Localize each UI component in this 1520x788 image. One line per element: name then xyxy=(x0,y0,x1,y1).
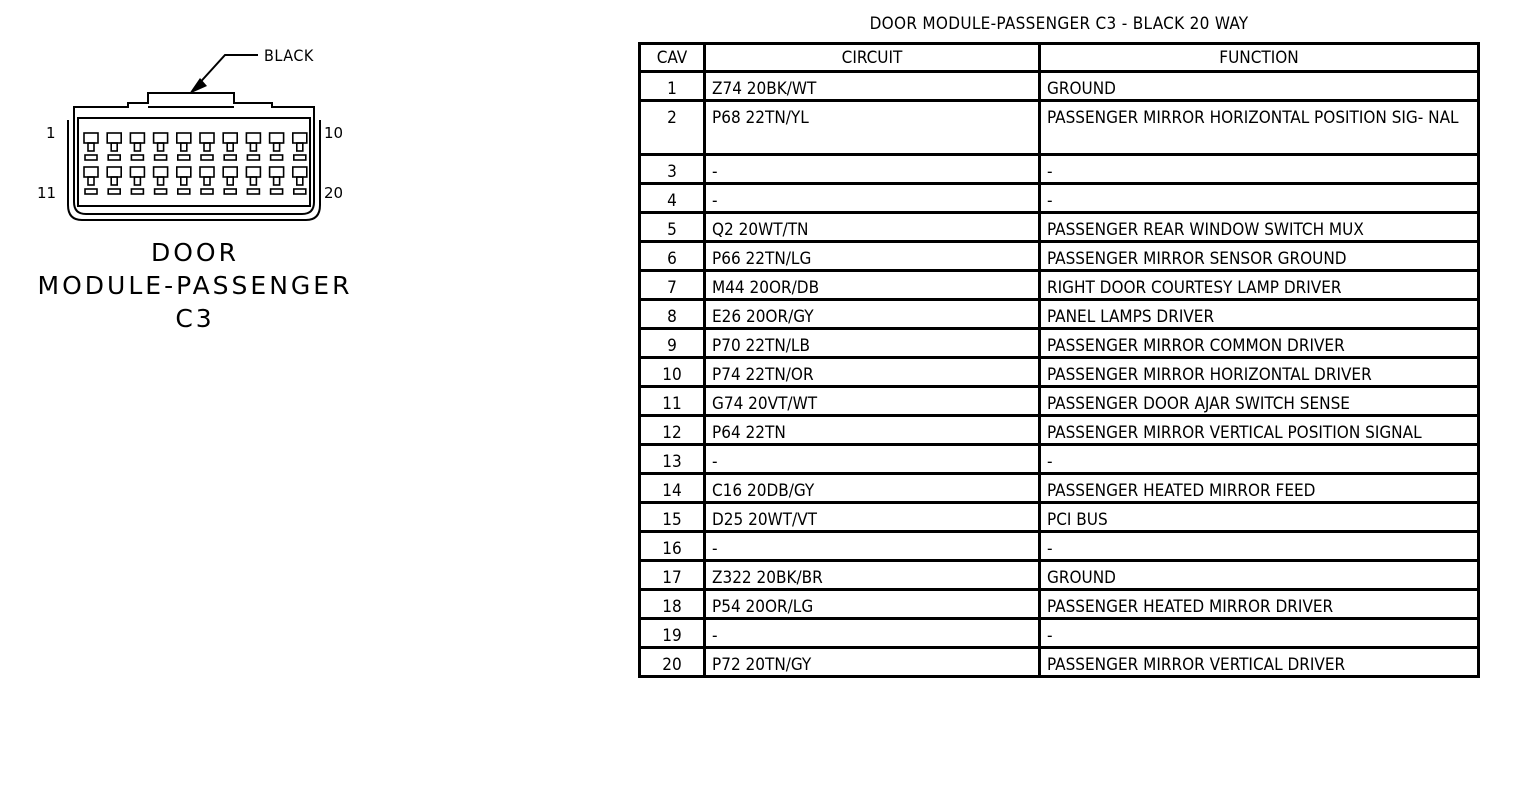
cavity-13 xyxy=(130,167,144,194)
table-row xyxy=(640,242,1479,271)
function-cell: RIGHT DOOR COURTESY LAMP DRIVER xyxy=(1040,271,1479,300)
table-row xyxy=(640,72,1479,101)
circuit-cell: C16 20DB/GY xyxy=(705,474,1040,503)
header-circuit: CIRCUIT xyxy=(705,44,1040,72)
cav-cell: 16 xyxy=(640,532,705,561)
table-row xyxy=(640,184,1479,213)
circuit-cell: P66 22TN/LG xyxy=(705,242,1040,271)
function-cell: - xyxy=(1040,155,1479,184)
cav-cell: 18 xyxy=(640,590,705,619)
cavity-9 xyxy=(270,133,284,160)
circuit-cell: M44 20OR/DB xyxy=(705,271,1040,300)
circuit-cell: P72 20TN/GY xyxy=(705,648,1040,677)
table-row xyxy=(640,329,1479,358)
function-cell: GROUND xyxy=(1040,561,1479,590)
table-row xyxy=(640,213,1479,242)
connector-name-line-1: DOOR xyxy=(151,238,239,267)
function-cell: PASSENGER MIRROR HORIZONTAL POSITION SIG- NAL xyxy=(1040,101,1479,155)
pin-label-10: 10 xyxy=(324,124,344,142)
cav-cell: 1 xyxy=(640,72,705,101)
circuit-cell: P70 22TN/LB xyxy=(705,329,1040,358)
cav-cell: 9 xyxy=(640,329,705,358)
circuit-cell: - xyxy=(705,532,1040,561)
function-cell: PASSENGER MIRROR VERTICAL POSITION SIGNAL xyxy=(1040,416,1479,445)
function-cell: PANEL LAMPS DRIVER xyxy=(1040,300,1479,329)
connector-name-line-2: MODULE-PASSENGER xyxy=(37,271,353,300)
table-row xyxy=(640,648,1479,677)
cavity-12 xyxy=(107,167,121,194)
cav-cell: 4 xyxy=(640,184,705,213)
cavity-20 xyxy=(293,167,307,194)
table-row xyxy=(640,416,1479,445)
circuit-cell: P54 20OR/LG xyxy=(705,590,1040,619)
cavity-18 xyxy=(246,167,260,194)
pin-label-11: 11 xyxy=(37,184,57,202)
cavity-17 xyxy=(223,167,237,194)
function-cell: GROUND xyxy=(1040,72,1479,101)
cavity-19 xyxy=(270,167,284,194)
pin-label-1: 1 xyxy=(46,124,56,142)
circuit-cell: P68 22TN/YL xyxy=(705,101,1040,155)
circuit-cell: - xyxy=(705,184,1040,213)
black-color-label: BLACK xyxy=(264,46,314,65)
circuit-cell: - xyxy=(705,445,1040,474)
connector-diagram xyxy=(0,0,390,240)
cav-cell: 17 xyxy=(640,561,705,590)
table-row xyxy=(640,387,1479,416)
pinout-table xyxy=(638,42,1480,678)
function-cell: - xyxy=(1040,445,1479,474)
cavity-4 xyxy=(154,133,168,160)
table-row xyxy=(640,101,1479,155)
function-cell: PASSENGER MIRROR SENSOR GROUND xyxy=(1040,242,1479,271)
circuit-cell: D25 20WT/VT xyxy=(705,503,1040,532)
cavity-16 xyxy=(200,167,214,194)
circuit-cell: P74 22TN/OR xyxy=(705,358,1040,387)
table-row xyxy=(640,532,1479,561)
function-cell: PCI BUS xyxy=(1040,503,1479,532)
table-row xyxy=(640,619,1479,648)
cavity-5 xyxy=(177,133,191,160)
cav-cell: 8 xyxy=(640,300,705,329)
function-cell: - xyxy=(1040,184,1479,213)
cav-cell: 20 xyxy=(640,648,705,677)
cav-cell: 15 xyxy=(640,503,705,532)
cav-cell: 3 xyxy=(640,155,705,184)
function-cell: - xyxy=(1040,532,1479,561)
circuit-cell: G74 20VT/WT xyxy=(705,387,1040,416)
cav-cell: 5 xyxy=(640,213,705,242)
cavity-10 xyxy=(293,133,307,160)
table-row xyxy=(640,474,1479,503)
function-cell: PASSENGER REAR WINDOW SWITCH MUX xyxy=(1040,213,1479,242)
cavity-11 xyxy=(84,167,98,194)
cavity-3 xyxy=(130,133,144,160)
function-cell: - xyxy=(1040,619,1479,648)
black-pointer-arrowhead xyxy=(189,78,207,94)
function-cell: PASSENGER MIRROR HORIZONTAL DRIVER xyxy=(1040,358,1479,387)
cavity-14 xyxy=(154,167,168,194)
circuit-cell: - xyxy=(705,619,1040,648)
cavity-8 xyxy=(246,133,260,160)
function-cell: PASSENGER MIRROR VERTICAL DRIVER xyxy=(1040,648,1479,677)
table-row xyxy=(640,155,1479,184)
function-cell: PASSENGER DOOR AJAR SWITCH SENSE xyxy=(1040,387,1479,416)
cav-cell: 11 xyxy=(640,387,705,416)
circuit-cell: Q2 20WT/TN xyxy=(705,213,1040,242)
black-pointer-line xyxy=(195,55,258,88)
cav-cell: 13 xyxy=(640,445,705,474)
circuit-cell: Z322 20BK/BR xyxy=(705,561,1040,590)
function-cell: PASSENGER MIRROR COMMON DRIVER xyxy=(1040,329,1479,358)
cavity-2 xyxy=(107,133,121,160)
cavity-1 xyxy=(84,133,98,160)
table-row xyxy=(640,300,1479,329)
cavity-grid xyxy=(84,133,307,194)
table-row xyxy=(640,271,1479,300)
circuit-cell: Z74 20BK/WT xyxy=(705,72,1040,101)
cavity-7 xyxy=(223,133,237,160)
function-cell: PASSENGER HEATED MIRROR DRIVER xyxy=(1040,590,1479,619)
cav-cell: 7 xyxy=(640,271,705,300)
cav-cell: 6 xyxy=(640,242,705,271)
connector-name-line-3: C3 xyxy=(175,304,215,333)
connector-inner-border xyxy=(78,118,310,206)
header-cav: CAV xyxy=(640,44,705,72)
cav-cell: 14 xyxy=(640,474,705,503)
cavity-15 xyxy=(177,167,191,194)
cav-cell: 19 xyxy=(640,619,705,648)
connector-housing xyxy=(74,93,314,214)
table-header-row xyxy=(640,44,1479,72)
table-row xyxy=(640,503,1479,532)
table-row xyxy=(640,445,1479,474)
circuit-cell: P64 22TN xyxy=(705,416,1040,445)
table-row xyxy=(640,590,1479,619)
pin-label-20: 20 xyxy=(324,184,344,202)
cav-cell: 2 xyxy=(640,101,705,155)
table-row xyxy=(640,358,1479,387)
header-function: FUNCTION xyxy=(1040,44,1479,72)
circuit-cell: - xyxy=(705,155,1040,184)
table-row xyxy=(640,561,1479,590)
table-title: DOOR MODULE-PASSENGER C3 - BLACK 20 WAY xyxy=(869,14,1249,34)
cav-cell: 10 xyxy=(640,358,705,387)
circuit-cell: E26 20OR/GY xyxy=(705,300,1040,329)
cav-cell: 12 xyxy=(640,416,705,445)
cavity-6 xyxy=(200,133,214,160)
function-cell: PASSENGER HEATED MIRROR FEED xyxy=(1040,474,1479,503)
